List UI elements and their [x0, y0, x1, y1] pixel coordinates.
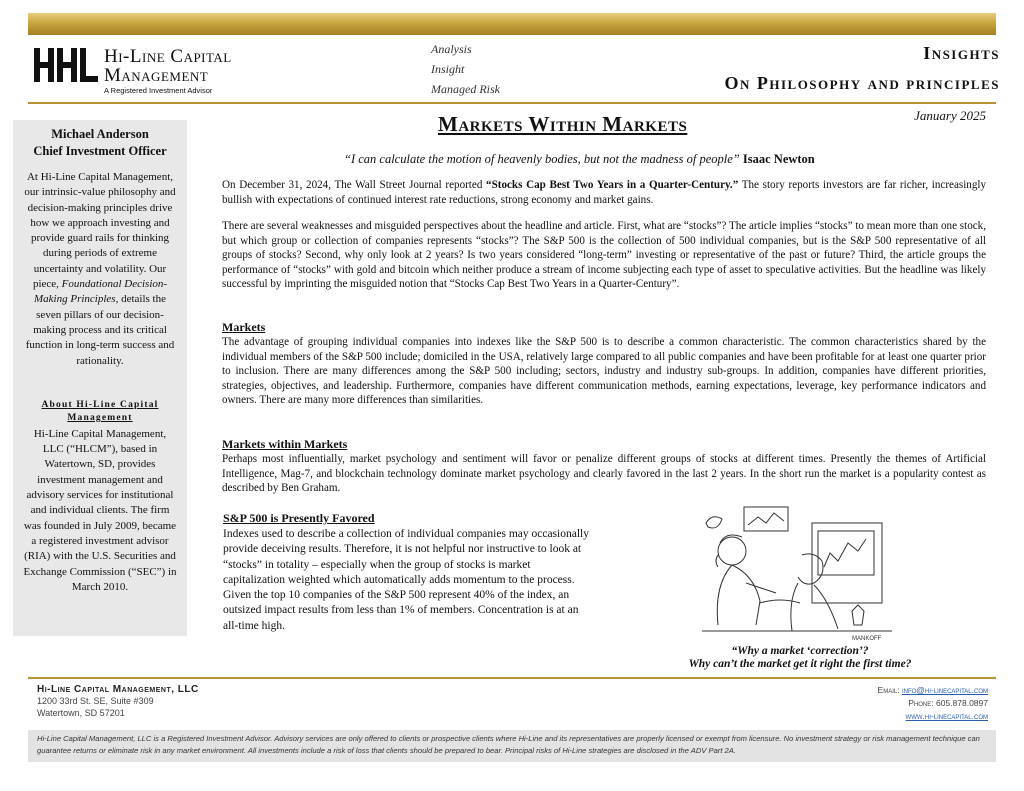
- paragraph-1: On December 31, 2024, The Wall Street Journal reported “Stocks Cap Best Two Years in a Quarter-Century.” The story reports investors are far richer, increasingly bullish with expectations of continued interest rate reductions, strong economy and market gains.: [222, 179, 987, 206]
- logo-company-name: Hi-Line Capital Management: [104, 46, 232, 86]
- top-gold-bar: [28, 13, 996, 35]
- tagline-analysis: Analysis: [431, 42, 472, 56]
- about-text: Hi-Line Capital Management, LLC (“HLCM”), based in Watertown, SD, provides investment management and advisory services for institutional and individual clients. The firm was founded in July 2009, became a registered investment advisor (RIA) with the U.S. Securities and Exchange Commission (“SEC”) in March 2010.: [23, 427, 177, 593]
- footer-company: Hi-Line Capital Management, LLC: [37, 684, 199, 695]
- footer-address-block: [37, 684, 199, 719]
- footer-address-1: 1200 33rd St. SE, Suite #309: [37, 696, 154, 706]
- website-link[interactable]: www.hi-linecapital.com: [905, 711, 988, 721]
- cartoon-caption: “Why a market ‘correction’? Why can’t the market get it right the first time?: [688, 645, 912, 670]
- sidebar-intro: At Hi-Line Capital Management, our intrinsic-value philosophy and decision-making principles drive how we approach investing and provide guard rails for thinking during periods of extreme uncertainty and volatility. Our piece, Foundational Decision-Making Principles, details the seven pillars of our decision-making process and its critical function in long-term success and rationality.: [24, 171, 176, 367]
- about-heading: About Hi-Line Capital Management: [41, 399, 159, 423]
- author-role: Chief Investment Officer: [33, 144, 167, 158]
- paragraph-markets: The advantage of grouping individual companies into indexes like the S&P 500 is to describe a common characteristic. The common characteristics shared by the individual members of the S&P 500 include; domiciled in the USA, relatively large compared to all public companies and have been profitable for at least one quarter prior to inclusion. There are many differences among the S&P 500 including; sectors, industry and industry sub-groups. In addition, companies have different priorities, strategies, objectives, and leadership. Furthermore, companies have different communication methods, earning expectations, leverage, key performance indicators and owners. There are many more differences than similarities.: [222, 336, 986, 406]
- article-title: Markets Within Markets: [438, 112, 688, 136]
- hi-line-logo-icon: [34, 48, 98, 82]
- heading-markets-within: Markets within Markets: [222, 437, 348, 451]
- header-philosophy: On Philosophy and principles: [724, 73, 1000, 93]
- email-link[interactable]: info@hi-linecapital.com: [901, 685, 988, 695]
- heading-markets: Markets: [222, 320, 266, 334]
- footer-email-line: Email: info@hi-linecapital.com: [877, 685, 988, 695]
- author-name: Michael Anderson: [51, 127, 149, 141]
- principles-link[interactable]: Foundational Decision-Making Principles,: [34, 278, 168, 306]
- cartoon-signature: MANKOFF: [852, 636, 882, 642]
- footer-address-2: Watertown, SD 57201: [37, 708, 125, 718]
- paragraph-2: There are several weaknesses and misguided perspectives about the headline and article. First, what are “stocks”? The article implies “stocks” to mean more than one stock, but which group or collection of companies represents “stocks”? The S&P 500 is the collection of 500 individual companies, but is the S&P 500 representative of all groups of stocks? Second, why only look at 2 years? Is two years considered “long-term” investing or representative of the past or future? Third, the article groups the performance of “stocks” with gold and bitcoin which neither produce a stream of income subjecting each type of asset to speculative activities. But the headline was likely successful by imprinting the misguided notion that “Stocks Cap Best Two Years in a Quarter-Century”.: [222, 220, 986, 290]
- logo-tagline: A Registered Investment Advisor: [104, 86, 213, 95]
- header-insights: Insights: [923, 43, 1000, 63]
- heading-sp500: S&P 500 is Presently Favored: [223, 511, 375, 525]
- sidebar: [13, 120, 187, 636]
- tagline-managed-risk: Managed Risk: [431, 82, 500, 96]
- tagline-insight: Insight: [431, 62, 465, 76]
- footer-contact-block: [878, 684, 988, 723]
- section-markets: [222, 320, 986, 408]
- disclaimer: Hi-Line Capital Management, LLC is a Registered Investment Advisor. Advisory services are only offered to clients or prospective clients where Hi-Line and its representatives are properly licensed or exempt from licensure. No investment strategy or risk management technique can guarantee returns or eliminate risk in any market environment. All investments include a risk of loss that clients should be prepared to bear. Principal risks of Hi-Line strategies are disclosed in the ADV Part 2A.: [28, 730, 996, 762]
- footer-divider: [28, 677, 996, 679]
- paragraph-markets-within: Perhaps most influentially, market psychology and sentiment will favor or penalize different groups of stocks at different times. Presently the themes of Artificial Intelligence, Mag-7, and blockchain technology dominate market psychology and clearly favored in the last 2 years. In the short run the market is a popularity contest as described by Ben Graham.: [222, 453, 986, 494]
- section-markets-within: [222, 437, 986, 496]
- article-quote: “I can calculate the motion of heavenly bodies, but not the madness of people” Isaac Newton: [344, 152, 815, 166]
- header-divider: [28, 102, 996, 104]
- issue-date: January 2025: [914, 108, 986, 123]
- cartoon-illustration: [702, 503, 892, 643]
- footer-phone: Phone: 605.878.0897: [908, 698, 988, 708]
- paragraph-sp500: Indexes used to describe a collection of individual companies may occasionally provide deceiving results. Therefore, it is not helpful nor instructive to look at “stocks” in totality – especially when the group of stocks is market capitalization weighted which automatically adds momentum to the process. Given the top 10 companies of the S&P 500 represent 40% of the index, an outsized impact results from less than 1% of members. Concentration is at an all-time high.: [223, 528, 589, 632]
